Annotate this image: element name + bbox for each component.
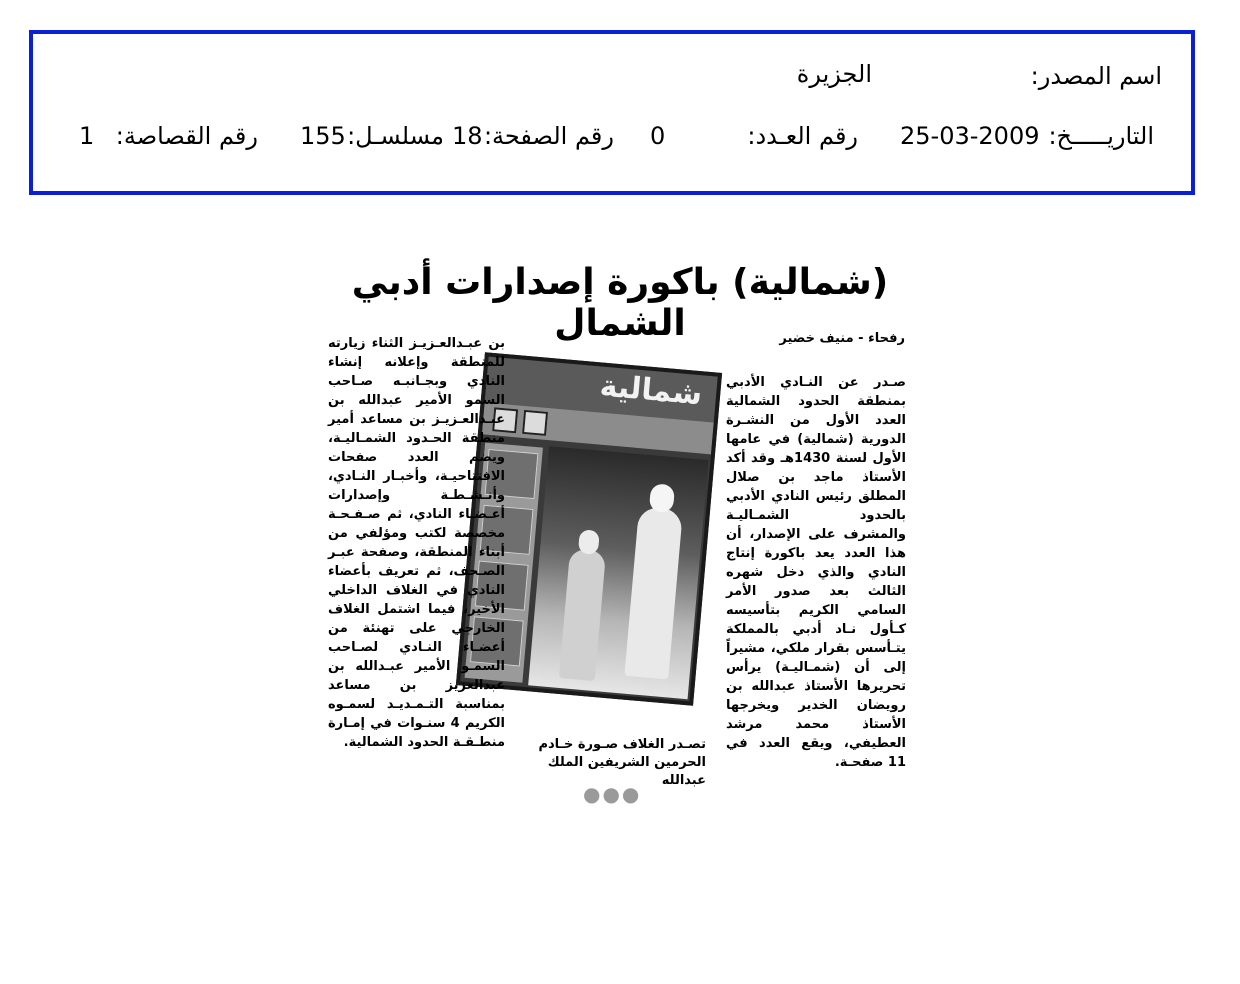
page-label: رقم الصفحة: (483, 122, 614, 150)
right-column-text: صـدر عن النـادي الأدبي بمنطقة الحدود الشمالية العدد الأول من النشـرة الدورية (شمالية) في عامها الأول لسنة 1430هـ وقد أكد الأستاذ ماجد بن صلال المطلق رئيس النادي الأدبي بالحدود الشمـاليـة والمشرف على الإصدار، أن هذا العدد يعد باكورة إنتاج النادي والذي دخل شهره الثالث بعد صدور الأمر السامي الكريم بتأسيسه كـأول نـاد أدبي بالمملكة يتـأسس بقرار ملكي، مشيراً إلى أن (شمـاليـة) يرأس تحريرها الأستاذ عبدالله بن رويضان الخدير ويخرجها الأستاذ محمد مرشد العطيفي، ويقع العدد في 11 صفحـة. (726, 375, 906, 770)
left-column-text: بن عبـدالعـزيـز الثناء زيارته للمنطقة وإعلانه إنشاء النادي وبجـانبـه صـاحب السمو الأمير عبدالله بن عبـدالعـزيـز بن مساعد أمير منطقة الحـدود الشمـاليـة، ويضم العدد صفحات الافتتاحيـة، وأخبـار النـادي، وأنـشـطـة وإصدارات أعـضـاء النادي، ثم صـفـحـة مخصصة لكتب ومؤلفي من أبناء المنطقة، وصفحة عبـر الصـحف، ثم تعريف بأعضاء النادي في الغلاف الداخلي الأخير، فيما اشتمل الغلاف الخارجي على تهنئة من أعضـاء النـادي لصـاحب السمـو الأمير عبـدالله بن عبدالعزيز بن مساعد بمناسبة التـمـديـد لسمـوه الكريم 4 سنـوات في إمـارة منطـقـة الحدود الشمالية. (328, 336, 506, 750)
source-value: الجزيرة (796, 60, 872, 88)
cover-person-figure (624, 506, 683, 679)
metadata-box (29, 30, 1195, 195)
date-value: 25-03-2009 (900, 122, 1040, 150)
issue-label: رقم العـدد: (747, 122, 858, 150)
cover-caption: تصـدر الغلاف صـورة خـادم الحرمين الشريفين الملك عبدالله (538, 737, 706, 788)
serial-label: مسلسـل: (347, 122, 444, 150)
clip-value: 1 (79, 122, 95, 150)
cover-person-figure (559, 548, 606, 681)
serial-value: 155 (300, 122, 346, 150)
source-label: اسم المصدر: (1030, 62, 1162, 90)
article-left-column (328, 334, 505, 752)
end-ornament: ●●● (583, 782, 642, 806)
article-byline: رفحاء - منيف خضير (779, 331, 905, 346)
article-right-column (726, 373, 906, 772)
date-label: التاريـــــخ: (1048, 122, 1154, 150)
issue-value: 0 (650, 122, 666, 150)
cover-photo (528, 446, 708, 699)
article-headline: (شمالية) باكورة إصدارات أدبي الشمال (351, 262, 889, 344)
cover-title: شمالية (598, 368, 704, 413)
cover-logo-icon-2 (522, 410, 548, 436)
clip-label: رقم القصاصة: (115, 122, 258, 150)
page-value: 18 (452, 122, 483, 150)
